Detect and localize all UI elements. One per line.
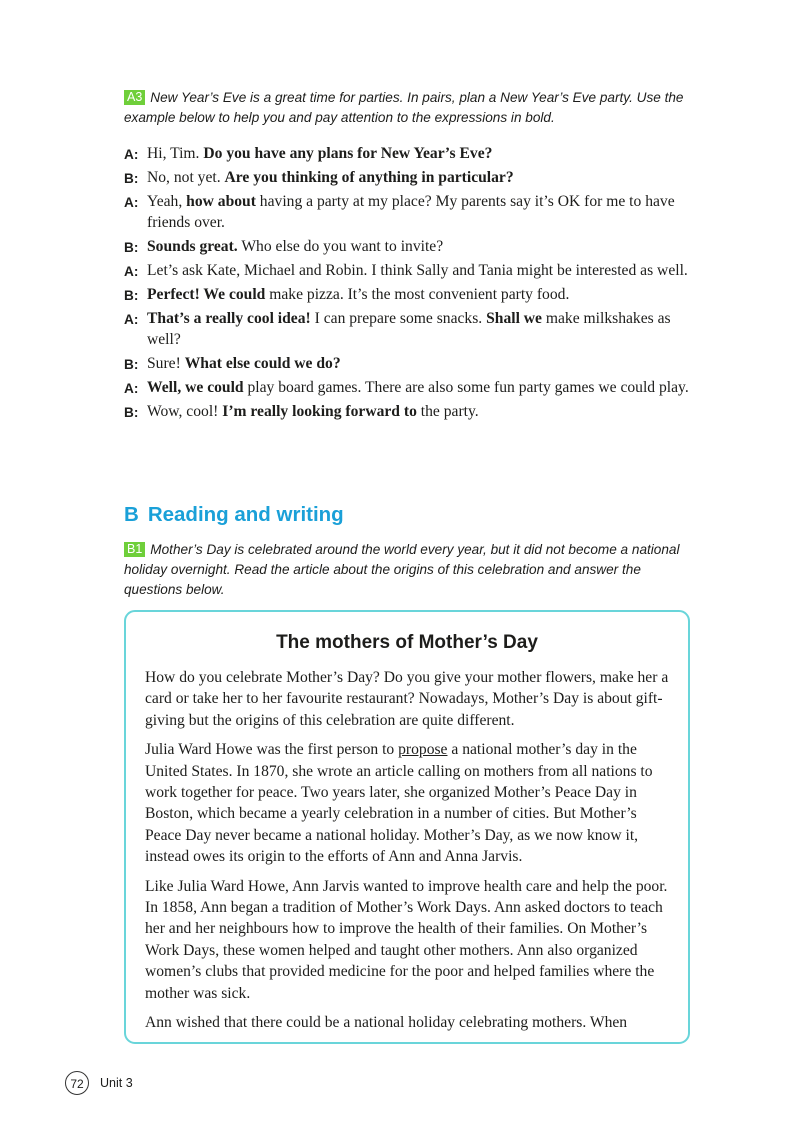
dialogue-text: Who else do you want to invite? xyxy=(237,238,444,255)
task-a3-instructions xyxy=(124,88,694,128)
task-b1-badge: B1 xyxy=(124,542,145,557)
article-paragraph xyxy=(145,739,674,867)
task-a3-text: New Year’s Eve is a great time for parties. In pairs, plan a New Year’s Eve party. Use the example below to help you and pay attention to the expressions in bold. xyxy=(124,90,684,125)
speaker-label: B: xyxy=(124,357,139,372)
dialogue-line xyxy=(124,353,704,374)
bold-expression: Shall we xyxy=(486,310,542,327)
bold-expression: What else could we do? xyxy=(184,355,341,372)
task-b1-instructions xyxy=(124,540,694,600)
page-number: 72 xyxy=(65,1071,89,1095)
section-b-letter: B xyxy=(124,503,139,526)
dialogue-line xyxy=(124,260,704,281)
dialogue-text: play board games. There are also some fun party games we could play. xyxy=(243,379,689,396)
article-title: The mothers of Mother’s Day xyxy=(276,632,538,653)
speaker-label: B: xyxy=(124,288,139,303)
article-text: How do you celebrate Mother’s Day? Do you give your mother flowers, make her a card or take her to her favourite restaurant? Nowadays, Mother’s Day is about gift-giving but the origins of this celebration are quite different. xyxy=(145,669,669,729)
dialogue-text: Let’s ask Kate, Michael and Robin. I think Sally and Tania might be interested as well. xyxy=(147,262,688,279)
dialogue-line xyxy=(124,284,704,305)
article-paragraph xyxy=(145,667,674,731)
dialogue-text: having a party at my place? My parents say it’s OK for me to have friends over. xyxy=(147,193,675,231)
unit-label: Unit 3 xyxy=(100,1076,133,1090)
speaker-label: B: xyxy=(124,405,139,420)
speaker-label: B: xyxy=(124,171,139,186)
dialogue-line xyxy=(124,191,704,233)
dialogue-line xyxy=(124,377,704,398)
dialogue xyxy=(124,143,704,425)
dialogue-text: Hi, Tim. xyxy=(147,145,204,162)
dialogue-text: I can prepare some snacks. xyxy=(310,310,487,327)
speaker-label: A: xyxy=(124,264,139,279)
bold-expression: Sounds great. xyxy=(147,238,238,255)
speaker-label: A: xyxy=(124,147,139,162)
dialogue-line xyxy=(124,308,704,350)
dialogue-text: make milkshakes as well? xyxy=(147,310,671,348)
task-b1-text: Mother’s Day is celebrated around the world every year, but it did not become a national holiday overnight. Read the article about the origins of this celebration and answer the questions below. xyxy=(124,542,680,597)
speaker-label: B: xyxy=(124,240,139,255)
speaker-label: A: xyxy=(124,381,139,396)
bold-expression: Are you thinking of anything in particular? xyxy=(224,169,514,186)
speaker-label: A: xyxy=(124,195,139,210)
bold-expression: I’m really looking forward to xyxy=(222,403,417,420)
article-paragraph xyxy=(145,1012,674,1033)
dialogue-text: Sure! xyxy=(147,355,185,372)
dialogue-text: No, not yet. xyxy=(147,169,225,186)
bold-expression: Well, we could xyxy=(147,379,244,396)
dialogue-text: make pizza. It’s the most convenient party food. xyxy=(265,286,570,303)
task-a3-badge: A3 xyxy=(124,90,145,105)
article-box xyxy=(124,610,690,1044)
article-text: Like Julia Ward Howe, Ann Jarvis wanted to improve health care and help the poor. In 1858, Ann began a tradition of Mother’s Work Days. Ann asked doctors to teach her and her neighbours how to improve the health of their families. On Mother’s Work Days, these women helped and taught other mothers. Ann also organized women’s clubs that provided medicine for the poor and helped families where the mother was sick. xyxy=(145,877,668,1002)
bold-expression: That’s a really cool idea! xyxy=(147,310,311,327)
article-text: Julia Ward Howe was the first person to xyxy=(145,741,399,759)
article-paragraph xyxy=(145,876,674,1004)
article-text: Ann wished that there could be a national holiday celebrating mothers. When xyxy=(145,1014,628,1032)
dialogue-text: Yeah, xyxy=(147,193,187,210)
dialogue-line xyxy=(124,143,704,164)
bold-expression: Perfect! We could xyxy=(147,286,266,303)
dialogue-line xyxy=(124,236,704,257)
bold-expression: Do you have any plans for New Year’s Eve? xyxy=(203,145,493,162)
article-body xyxy=(145,667,674,1042)
dialogue-line xyxy=(124,401,704,422)
section-b-heading xyxy=(124,503,344,527)
section-b-title: Reading and writing xyxy=(147,503,344,526)
article-text: a national mother’s day in the United States. In 1870, she wrote an article calling on mothers from all nations to work together for peace. Two years later, she organized Mother’s Peace Day in Boston, which became a yearly celebration in a number of cities. But Mother’s Peace Day never became a national holiday. Mother’s Day, as we now know it, instead owes its origin to the efforts of Ann and Anna Jarvis. xyxy=(145,741,653,866)
dialogue-line xyxy=(124,167,704,188)
dialogue-text: the party. xyxy=(416,403,479,420)
speaker-label: A: xyxy=(124,312,139,327)
dialogue-text: Wow, cool! xyxy=(147,403,223,420)
bold-expression: how about xyxy=(186,193,256,210)
underlined-word: propose xyxy=(398,741,448,759)
